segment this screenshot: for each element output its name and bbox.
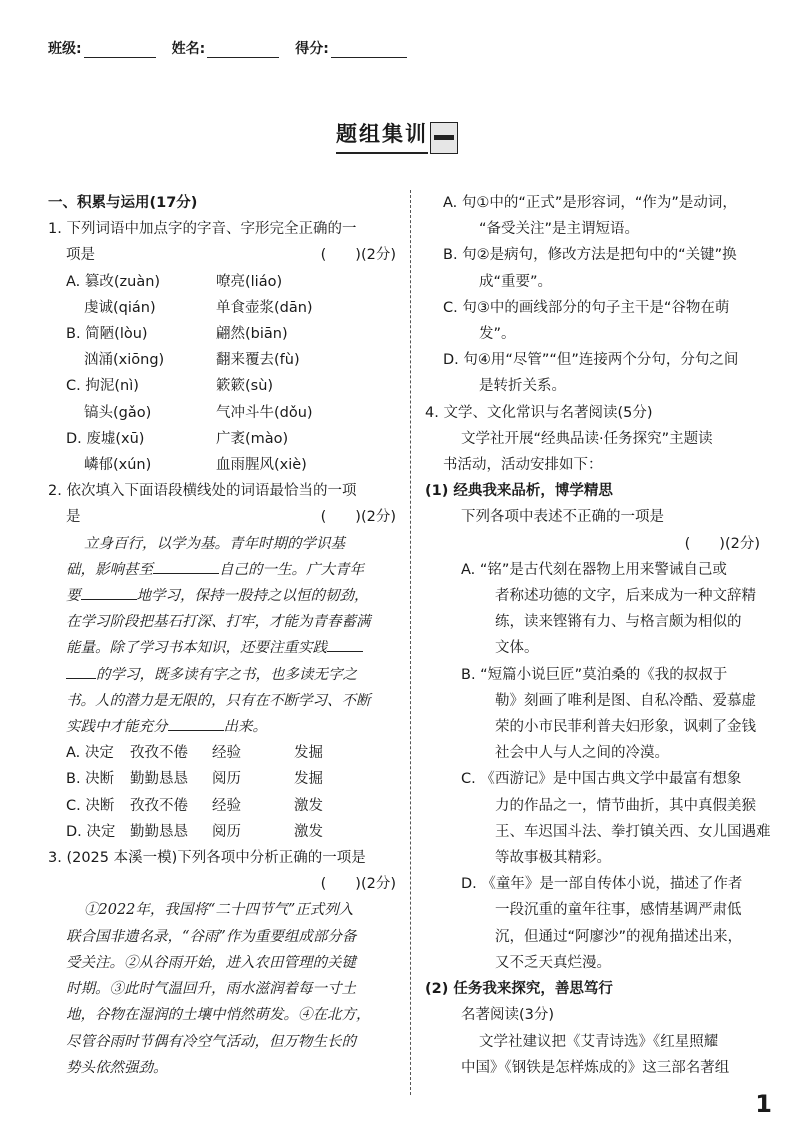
q2-option-cell: 发掘 bbox=[294, 771, 323, 788]
score-label: 得分: bbox=[295, 41, 329, 57]
title-text: 题组集训 bbox=[336, 118, 428, 154]
q2-text: 实践中才能充分 bbox=[66, 719, 168, 736]
q1-d-word1: D. 废墟(xū) bbox=[66, 430, 145, 447]
q4-sub2-text-2: 中国》《钢铁是怎样炼成的》这三部名著组 bbox=[461, 1059, 730, 1076]
q3-option-b-1[interactable]: B. 句②是病句，修改方法是把句中的“关键”换 bbox=[443, 247, 737, 264]
q3-passage-line: 联合国非遗名录，“谷雨”作为重要组成部分备 bbox=[66, 928, 357, 945]
q2-options bbox=[48, 740, 396, 845]
q1-stem-2 bbox=[48, 242, 396, 268]
q1-stem-1: 1. 下列词语中加点字的字音、字形完全正确的一 bbox=[48, 221, 357, 238]
q3-option-c-2: 发”。 bbox=[479, 326, 516, 343]
q4-option-b-2: 勒》刻画了唯利是图、自私冷酷、爱慕虚 bbox=[495, 692, 756, 709]
q3-passage-line: 势头依然强劲。 bbox=[66, 1059, 168, 1076]
q4-sub1-question: 下列各项中表述不正确的一项是 bbox=[461, 509, 664, 526]
q1-mark[interactable]: ( )(2分) bbox=[320, 247, 396, 264]
q3-passage-line: ①2022年，我国将“二十四节气”正式列入 bbox=[84, 902, 354, 919]
q2-option-row[interactable] bbox=[66, 766, 396, 792]
q2-passage-line bbox=[48, 635, 396, 661]
name-label: 姓名: bbox=[171, 41, 206, 57]
q1-option-a[interactable] bbox=[48, 269, 396, 295]
q1-a-word4: 单食壶浆(dān) bbox=[216, 299, 313, 316]
q3-option-d-2: 是转折关系。 bbox=[479, 378, 566, 395]
page-number: 1 bbox=[755, 1090, 772, 1118]
q4-option-c-3: 王、车迟国斗法、拳打镇关西、女儿国遇难 bbox=[495, 823, 771, 840]
q4-option-a-3: 练，读来铿锵有力、与格言颇为相似的 bbox=[495, 614, 742, 631]
q1-c-word1: C. 拘泥(nì) bbox=[66, 378, 139, 395]
q1-c-word3: 镐头(gǎo) bbox=[84, 404, 152, 421]
q1-b-word2: 翩然(biān) bbox=[216, 326, 288, 343]
q2-option-cell: 勤勤恳恳 bbox=[130, 771, 188, 788]
q1-a-word1: A. 篡改(zuàn) bbox=[66, 273, 161, 290]
q4-option-c-2: 力的作品之一，情节曲折，其中真假美猴 bbox=[495, 797, 756, 814]
q4-option-c-1[interactable]: C. 《西游记》是中国古典文学中最富有想象 bbox=[461, 771, 742, 788]
q2-text: 要 bbox=[66, 588, 81, 605]
q1-c-word2: 簌簌(sù) bbox=[216, 378, 274, 395]
column-divider bbox=[410, 190, 411, 1095]
q4-sub2-title: 名著阅读(3分) bbox=[461, 1007, 555, 1024]
q4-sub2-text-1: 文学社建议把《艾青诗选》《红星照耀 bbox=[479, 1033, 719, 1050]
q3-option-a-1[interactable]: A. 句①中的“正式”是形容词，“作为”是动词， bbox=[443, 195, 737, 211]
page-title bbox=[336, 118, 458, 154]
q2-option-cell: B. 决断 bbox=[66, 771, 115, 788]
q2-option-row[interactable] bbox=[66, 793, 396, 819]
score-field[interactable] bbox=[295, 38, 407, 58]
q2-passage-line bbox=[48, 662, 396, 688]
q4-intro-2: 书活动，活动安排如下： bbox=[443, 457, 603, 474]
name-blank[interactable] bbox=[207, 43, 279, 58]
q1-d-word3: 嶙郁(xún) bbox=[84, 457, 152, 474]
q2-text: 自己的一生。广大青年 bbox=[219, 561, 364, 578]
q4-option-b-3: 荣的小市民菲利普夫妇形象，讽刺了金钱 bbox=[495, 719, 756, 736]
q4-sub2-heading: (2) 任务我来探究，善思笃行 bbox=[425, 981, 613, 998]
q3-passage-line: 时期。③此时气温回升，雨水滋润着每一寸土 bbox=[66, 981, 356, 998]
q1-b-word1: B. 简陋(lòu) bbox=[66, 326, 148, 343]
title-number-box bbox=[430, 122, 458, 154]
q1-a-word3: 虔诚(qián) bbox=[84, 299, 156, 316]
q1-c-word4: 气冲斗牛(dǒu) bbox=[216, 404, 313, 421]
q2-text: 的学习，既多读有字之书，也多读无字之 bbox=[96, 666, 357, 683]
q4-option-b-4: 社会中人与人之间的冷漠。 bbox=[495, 745, 669, 762]
q4-option-c-4: 等故事极其精彩。 bbox=[495, 850, 611, 867]
q2-blank-4[interactable] bbox=[168, 730, 224, 731]
q4-option-a-1[interactable]: A. “铭”是古代刻在器物上用来警诫自己或 bbox=[461, 561, 727, 578]
q4-option-a-4: 文体。 bbox=[495, 640, 539, 657]
q2-option-cell: 孜孜不倦 bbox=[130, 797, 188, 814]
q1-stem-2-text: 项是 bbox=[66, 247, 95, 264]
q4-sub1-mark[interactable]: ( )(2分) bbox=[684, 535, 760, 552]
q2-blank-2[interactable] bbox=[81, 599, 137, 600]
q2-text: 出来。 bbox=[223, 719, 267, 736]
q4-option-d-4: 又不乏天真烂漫。 bbox=[495, 954, 611, 971]
q2-text: 能量。除了学习书本知识，还要注重实践 bbox=[66, 640, 327, 657]
q1-option-a-row2 bbox=[48, 295, 396, 321]
q2-passage bbox=[48, 531, 396, 741]
q2-option-cell: 勤勤恳恳 bbox=[130, 823, 188, 840]
q1-d-word2: 广袤(mào) bbox=[216, 430, 289, 447]
right-column bbox=[425, 190, 771, 1081]
q3-passage-line: 地，谷物在湿润的土壤中悄然萌发。④在北方， bbox=[66, 1007, 371, 1024]
q4-sub1-heading: (1) 经典我来品析，博学精思 bbox=[425, 483, 613, 500]
q2-option-cell: 阅历 bbox=[212, 771, 241, 788]
q1-b-word4: 翻来覆去(fù) bbox=[216, 352, 300, 369]
q2-passage-line bbox=[48, 583, 396, 609]
q3-passage-line: 尽管谷雨时节偶有冷空气活动，但万物生长的 bbox=[66, 1033, 356, 1050]
q4-option-d-2: 一段沉重的童年往事，感情基调严肃低 bbox=[495, 902, 742, 919]
score-blank[interactable] bbox=[331, 43, 407, 58]
q2-passage-line: 立身百行，以学为基。青年时期的学识基 bbox=[84, 535, 345, 552]
q2-option-row[interactable] bbox=[66, 819, 396, 845]
left-column bbox=[48, 190, 396, 1081]
q3-option-c-1[interactable]: C. 句③中的画线部分的句子主干是“谷物在萌 bbox=[443, 299, 730, 316]
class-blank[interactable] bbox=[84, 43, 156, 58]
q2-option-cell: D. 决定 bbox=[66, 823, 116, 840]
title-number-one bbox=[434, 135, 454, 140]
q2-option-cell: 经验 bbox=[212, 745, 241, 762]
class-label: 班级: bbox=[48, 41, 82, 57]
q2-option-cell: C. 决断 bbox=[66, 797, 115, 814]
q2-stem-2 bbox=[48, 504, 396, 530]
q1-option-c[interactable] bbox=[48, 373, 396, 399]
q2-blank-1[interactable] bbox=[153, 573, 219, 574]
name-field[interactable] bbox=[172, 38, 280, 58]
q4-option-a-2: 者称述功德的文字，后来成为一种文辞精 bbox=[495, 588, 756, 605]
class-field[interactable] bbox=[48, 38, 156, 58]
q2-passage-line bbox=[48, 557, 396, 583]
q4-option-d-1[interactable]: D. 《童年》是一部自传体小说，描述了作者 bbox=[461, 876, 743, 893]
q1-option-b[interactable] bbox=[48, 321, 396, 347]
q2-passage-line: 书。人的潜力是无限的，只有在不断学习、不断 bbox=[66, 692, 371, 709]
q2-stem-2-text: 是 bbox=[66, 509, 81, 526]
q1-d-word4: 血雨腥风(xiè) bbox=[216, 457, 307, 474]
q2-option-cell: 孜孜不倦 bbox=[130, 745, 188, 762]
q2-blank-3a[interactable] bbox=[327, 651, 363, 652]
q2-option-cell: 激发 bbox=[294, 797, 323, 814]
q1-option-b-row2 bbox=[48, 347, 396, 373]
q3-mark[interactable]: ( )(2分) bbox=[320, 876, 396, 893]
q1-option-d-row2 bbox=[48, 452, 396, 478]
q4-intro-1: 文学社开展“经典品读·任务探究”主题读 bbox=[461, 430, 713, 447]
q2-passage-line: 在学习阶段把基石打深、打牢，才能为青春蓄满 bbox=[66, 614, 371, 631]
q1-option-c-row2 bbox=[48, 400, 396, 426]
q2-option-cell: 发掘 bbox=[294, 745, 323, 762]
section-heading: 一、积累与运用(17分) bbox=[48, 195, 198, 211]
q3-option-b-2: 成“重要”。 bbox=[479, 273, 553, 290]
q2-blank-3b[interactable] bbox=[66, 678, 96, 679]
q2-passage-line bbox=[48, 714, 396, 740]
q2-option-row[interactable] bbox=[66, 740, 396, 766]
q2-option-cell: 经验 bbox=[212, 797, 241, 814]
q3-option-a-2: “备受关注”是主谓短语。 bbox=[479, 221, 640, 238]
q4-option-b-1[interactable]: B. “短篇小说巨匠”莫泊桑的《我的叔叔于 bbox=[461, 666, 728, 683]
q3-option-d-1[interactable]: D. 句④用“尽管”“但”连接两个分句，分句之间 bbox=[443, 352, 739, 369]
q2-option-cell: 阅历 bbox=[212, 823, 241, 840]
q2-text: 地学习，保持一股持之以恒的韧劲， bbox=[136, 588, 369, 605]
q1-b-word3: 汹涌(xiōng) bbox=[84, 352, 165, 369]
q2-text: 础，影响甚至 bbox=[66, 561, 153, 578]
q3-stem: 3. (2025 本溪一模)下列各项中分析正确的一项是 bbox=[48, 850, 366, 867]
q3-passage bbox=[48, 897, 396, 1080]
q1-a-word2: 嘹亮(liáo) bbox=[216, 273, 283, 290]
q4-option-d-3: 沉，但通过“阿廖沙”的视角描述出来， bbox=[495, 928, 743, 945]
q4-stem: 4. 文学、文化常识与名著阅读(5分) bbox=[425, 404, 653, 421]
q2-option-cell: A. 决定 bbox=[66, 745, 114, 762]
q1-option-d[interactable] bbox=[48, 426, 396, 452]
q2-mark[interactable]: ( )(2分) bbox=[320, 509, 396, 526]
q2-stem-1: 2. 依次填入下面语段横线处的词语最恰当的一项 bbox=[48, 483, 357, 500]
q3-passage-line: 受关注。②从谷雨开始，进入农田管理的关键 bbox=[66, 954, 356, 971]
q2-option-cell: 激发 bbox=[294, 823, 323, 840]
student-info-fields bbox=[48, 38, 407, 58]
